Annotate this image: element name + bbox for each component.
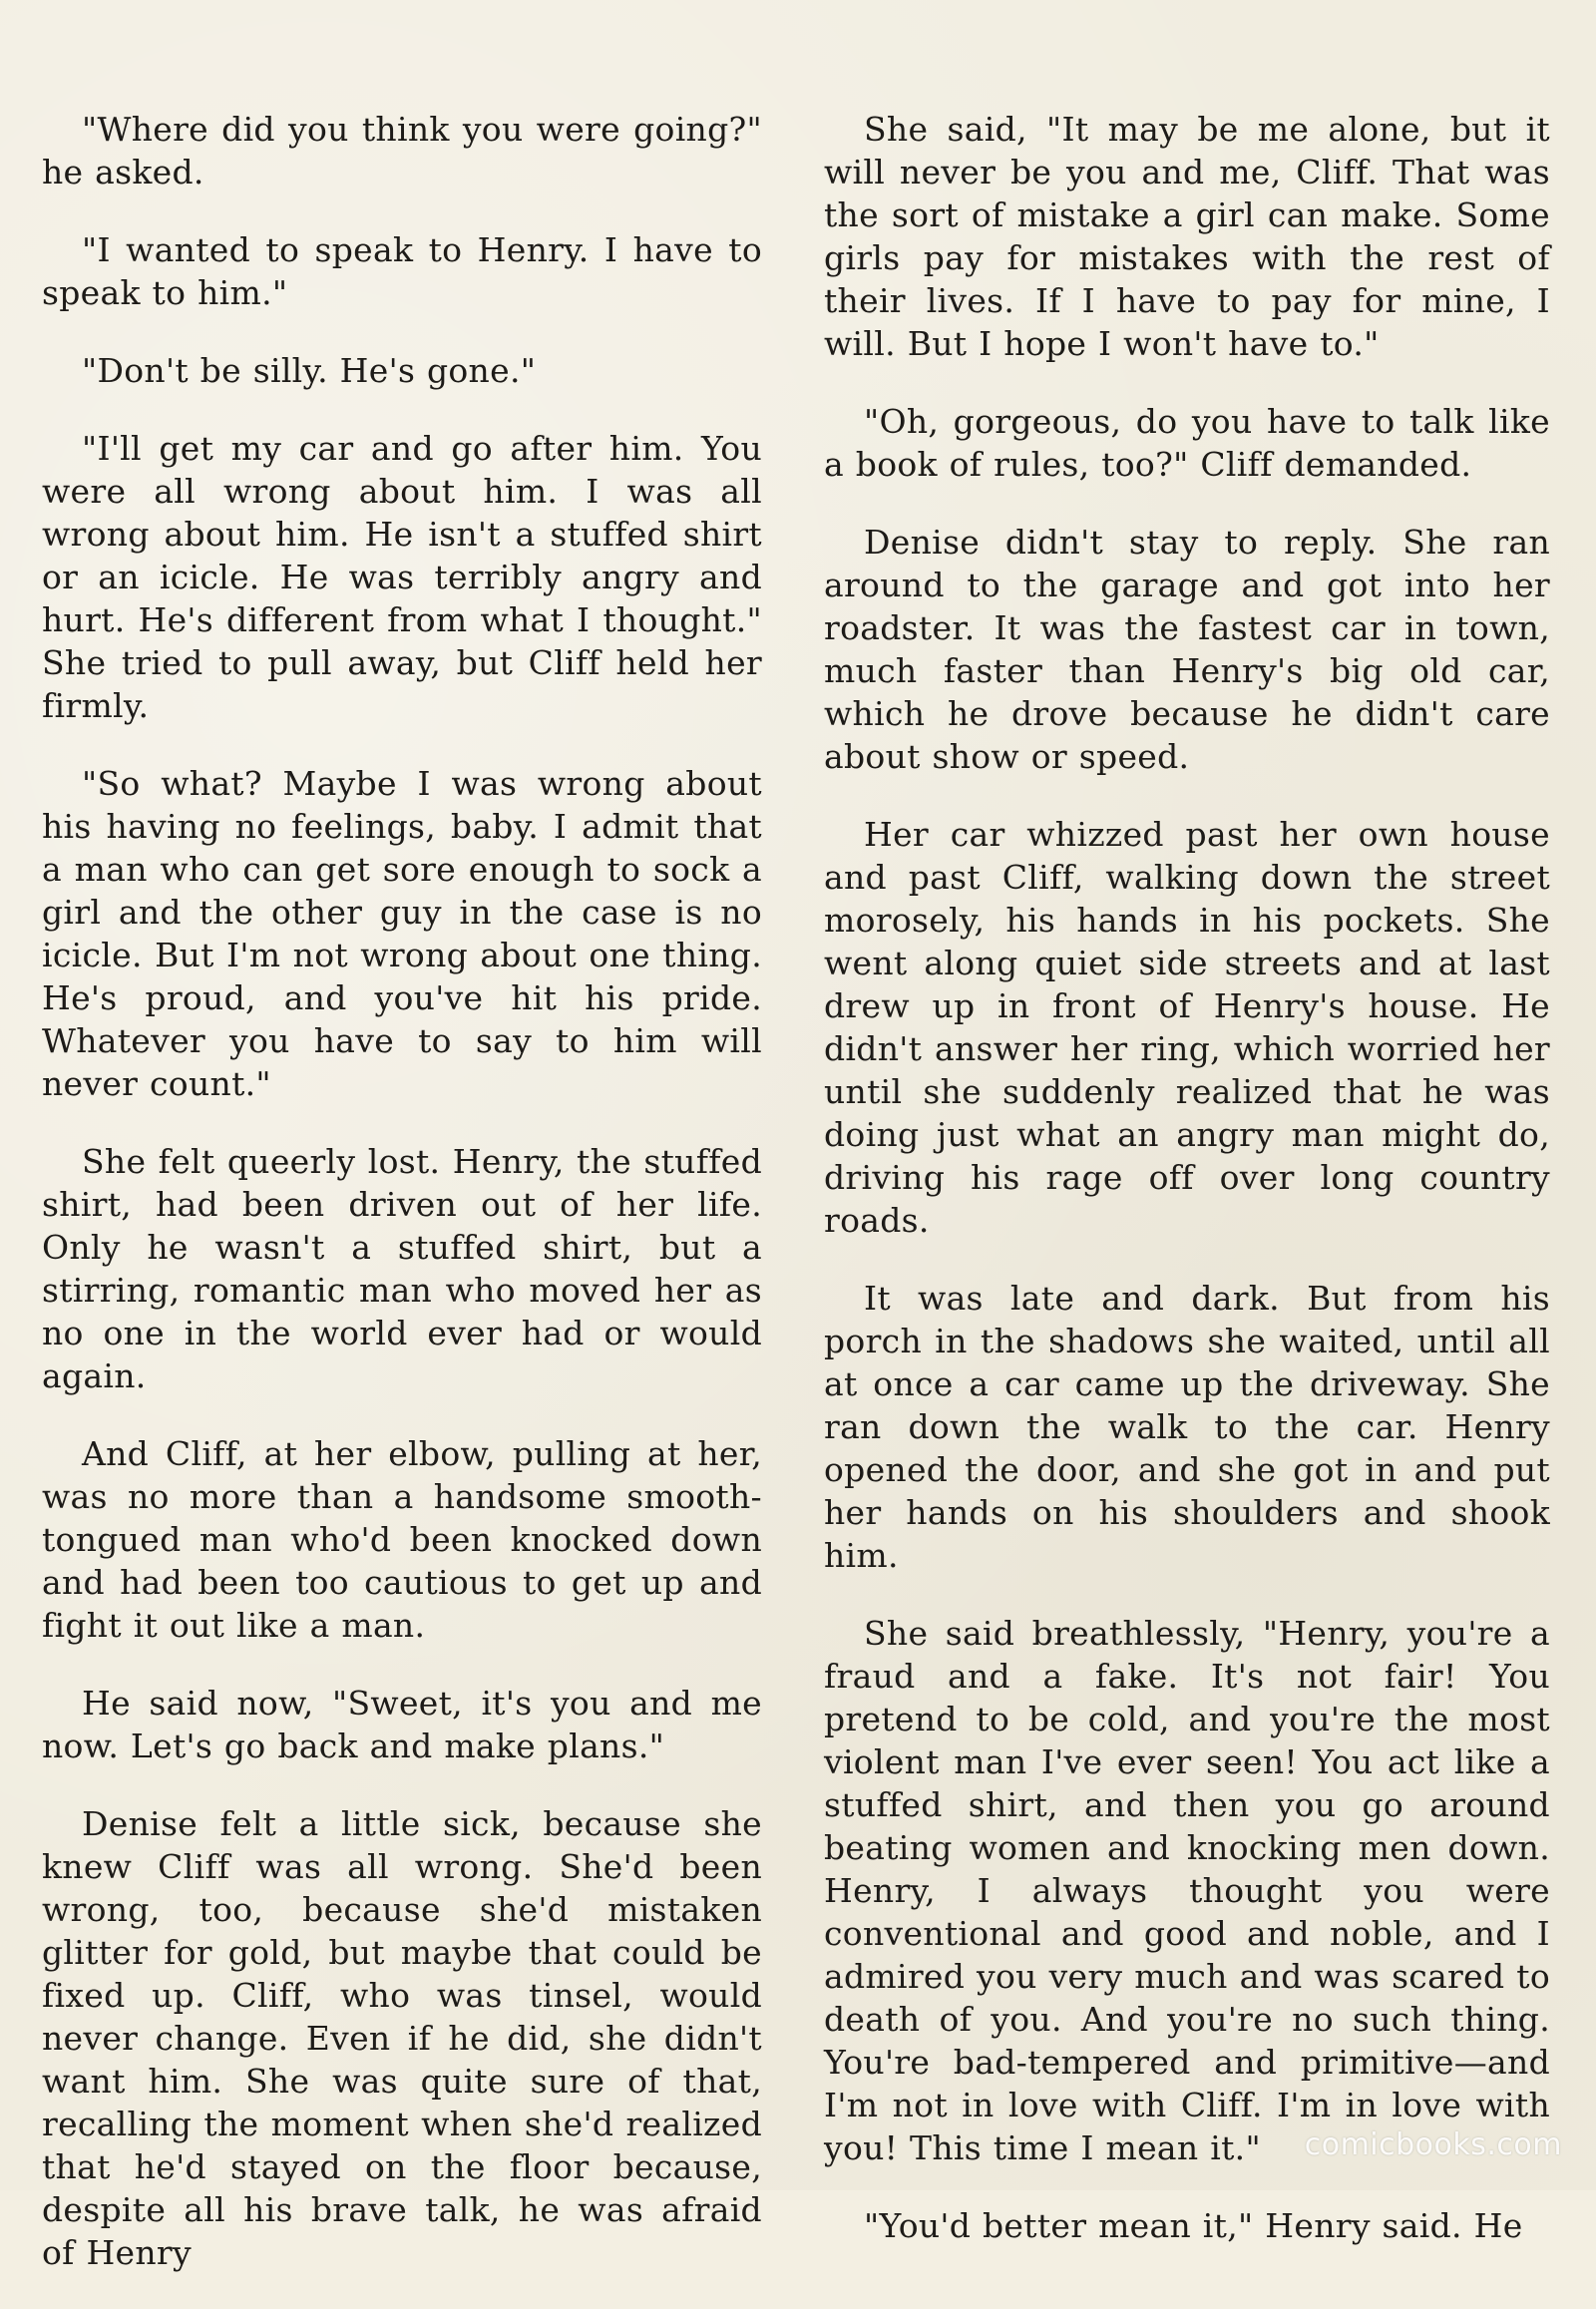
paragraph: He said now, "Sweet, it's you and me now. Let's go back and make plans." [42, 1684, 762, 1765]
paragraph: "Don't be silly. He's gone." [82, 351, 537, 390]
paragraph: "Oh, gorgeous, do you have to talk like a book of rules, too?" Cliff demanded. [824, 402, 1550, 484]
paragraph: Denise felt a little sick, because she knew Cliff was all wrong. She'd been wrong, too, because she'd mistaken glitter for gold, but maybe that could be fixed up. Cliff, who was tinsel, would never change. Even if he did, she didn't want him. She was quite sure of that, recalling the moment when she'd realized that he'd stayed on the floor because, despite all his brave talk, he was afraid of Henry [42, 1804, 762, 2272]
paragraph: "So what? Maybe I was wrong about his having no feelings, baby. I admit that a man who can get sore enough to sock a girl and the other guy in the case is no icicle. But I'm not wrong about one thing. He's proud, and you've hit his pride. Whatever you have to say to him will never count." [42, 764, 762, 1103]
paragraph: It was late and dark. But from his porch in the shadows she waited, until all at once a car came up the driveway. She ran down the walk to the car. Henry opened the door, and she got in and put her hands on his shoulders and shook him. [824, 1279, 1550, 1575]
paragraph: And Cliff, at her elbow, pulling at her, was no more than a handsome smooth-tongued man who'd been knocked down and had been too cautious to get up and fight it out like a man. [42, 1434, 762, 1645]
right-text-column [824, 108, 1550, 2282]
paragraph: She said, "It may be me alone, but it will never be you and me, Cliff. That was the sort of mistake a girl can make. Some girls pay for mistakes with the rest of their lives. If I have to pay for mine, I will. But I hope I won't have to." [824, 110, 1550, 363]
left-text-column [42, 108, 762, 2309]
paragraph: "I wanted to speak to Henry. I have to speak to him." [42, 230, 762, 312]
paragraph: "I'll get my car and go after him. You were all wrong about him. I was all wrong about him. He isn't a stuffed shirt or an icicle. He was terribly angry and hurt. He's different from what I thought." She tried to pull away, but Cliff held her firmly. [42, 429, 762, 725]
paragraph: "Where did you think you were going?" he asked. [42, 110, 762, 192]
paragraph: "You'd better mean it," Henry said. He [864, 2206, 1523, 2245]
paragraph: She said breathlessly, "Henry, you're a fraud and a fake. It's not fair! You pretend to be cold, and you're the most violent man I've ever seen! You act like a stuffed shirt, and then you go around beating women and knocking men down. Henry, I always thought you were conventional and good and noble, and I admired you very much and was scared to death of you. And you're no such thing. You're bad-tempered and primitive—and I'm not in love with Cliff. I'm in love with you! This time I mean it." [824, 1614, 1550, 2167]
paragraph: Denise didn't stay to reply. She ran around to the garage and got into her roadster. It was the fastest car in town, much faster than Henry's big old car, which he drove because he didn't care about show or speed. [824, 523, 1550, 776]
watermark: comicbooks.com [1304, 2127, 1562, 2162]
paragraph: Her car whizzed past her own house and past Cliff, walking down the street morosely, his hands in his pockets. She went along quiet side streets and at last drew up in front of Henry's house. He didn't answer her ring, which worried her until she suddenly realized that he was doing just what an angry man might do, driving his rage off over long country roads. [824, 815, 1550, 1240]
paragraph: She felt queerly lost. Henry, the stuffed shirt, had been driven out of her life. Only he wasn't a stuffed shirt, but a stirring, romantic man who moved her as no one in the world ever had or would again. [42, 1142, 762, 1395]
